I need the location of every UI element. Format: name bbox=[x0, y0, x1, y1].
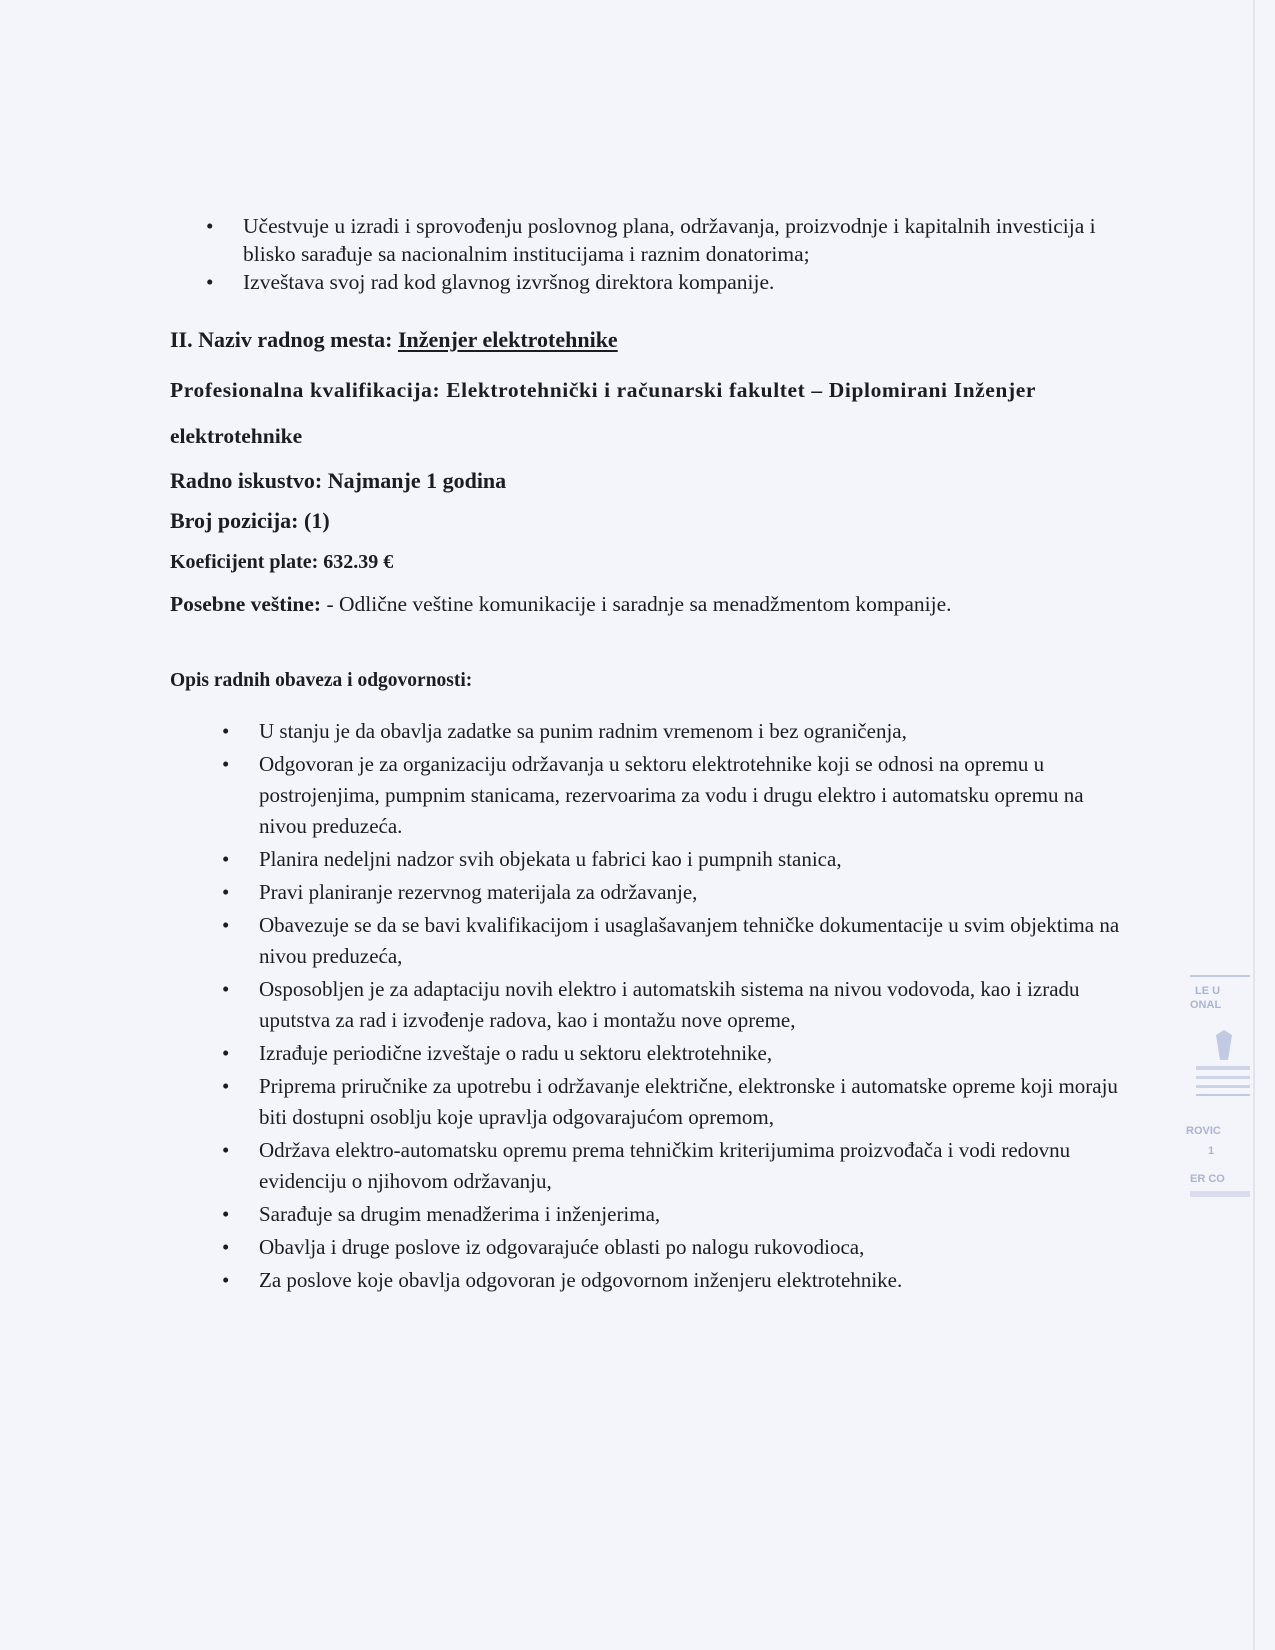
position-title-line bbox=[170, 327, 618, 353]
duty-text: Za poslove koje obavlja odgovoran je odgovornom inženjeru elektrotehnike. bbox=[259, 1268, 903, 1292]
duty-text: U stanju je da obavlja zadatke sa punim radnim vremenom i bez ograničenja, bbox=[259, 719, 907, 743]
duty-text: Osposobljen je za adaptaciju novih elektro i automatskih sistema na nivou vodovoda, kao i izradu uputstva za rad i izvođenje radova, kao i montažu nove opreme, bbox=[259, 977, 1080, 1032]
duties-list bbox=[216, 716, 1136, 1298]
position-title-label: II. Naziv radnog mesta: bbox=[170, 327, 398, 352]
stamp-text: ONAL bbox=[1190, 999, 1222, 1011]
list-item bbox=[216, 877, 1136, 908]
bullet-icon: • bbox=[222, 977, 230, 1001]
experience-line: Radno iskustvo: Najmanje 1 godina bbox=[170, 468, 507, 493]
list-item bbox=[200, 212, 1100, 268]
list-item bbox=[216, 716, 1136, 747]
stamp-fragment bbox=[1186, 975, 1255, 1220]
bullet-icon: • bbox=[222, 880, 230, 904]
top-bullet-list bbox=[200, 212, 1100, 296]
qualification-label: Profesionalna kvalifikacija: bbox=[170, 378, 447, 402]
salary-coefficient-line: Koeficijent plate: 632.39 € bbox=[170, 551, 394, 573]
stamp-line bbox=[1190, 1191, 1250, 1197]
bullet-icon: • bbox=[222, 1235, 230, 1259]
list-item bbox=[200, 268, 1100, 296]
special-skills-value: - Odlične veštine komunikacije i saradnje sa menadžmentom kompanije. bbox=[326, 592, 952, 616]
list-item bbox=[216, 974, 1136, 1036]
list-item bbox=[216, 1199, 1136, 1230]
stamp-text: ROVIC bbox=[1186, 1125, 1221, 1137]
bullet-text: Izveštava svoj rad kod glavnog izvršnog direktora kompanije. bbox=[243, 270, 775, 294]
bullet-icon: • bbox=[206, 214, 214, 238]
bullet-icon: • bbox=[222, 752, 230, 776]
duty-text: Priprema priručnike za upotrebu i održavanje električne, elektronske i automatske opreme koji moraju biti dostupni osoblju koje upravlja odgovarajućom opremom, bbox=[259, 1074, 1118, 1129]
list-item bbox=[216, 844, 1136, 875]
stamp-logo-icon bbox=[1194, 1030, 1252, 1110]
duty-text: Obavlja i druge poslove iz odgovarajuće oblasti po nalogu rukovodioca, bbox=[259, 1235, 865, 1259]
positions-count-line: Broj pozicija: (1) bbox=[170, 508, 330, 533]
special-skills-label: Posebne veštine: bbox=[170, 592, 327, 616]
stamp-text: 1 bbox=[1208, 1145, 1215, 1157]
list-item bbox=[216, 1232, 1136, 1263]
stamp-text: ER CO bbox=[1190, 1173, 1225, 1185]
duty-text: Obavezuje se da se bavi kvalifikacijom i usaglašavanjem tehničke dokumentacije u svim objektima na nivou preduzeća, bbox=[259, 913, 1120, 968]
bullet-icon: • bbox=[222, 1268, 230, 1292]
list-item bbox=[216, 1071, 1136, 1133]
bullet-text: Učestvuje u izradi i sprovođenju poslovnog plana, održavanja, proizvodnje i kapitalnih investicija i blisko sarađuje sa nacionalnim institucijama i raznim donatorima; bbox=[243, 214, 1096, 266]
duties-heading: Opis radnih obaveza i odgovornosti: bbox=[170, 670, 473, 691]
bullet-icon: • bbox=[222, 847, 230, 871]
qualification-value: Elektrotehnički i računarski fakultet – Diplomirani Inženjer bbox=[446, 378, 1037, 402]
bullet-icon: • bbox=[222, 1041, 230, 1065]
bullet-icon: • bbox=[222, 1202, 230, 1226]
duty-text: Sarađuje sa drugim menadžerima i inženjerima, bbox=[259, 1202, 661, 1226]
duty-text: Odgovoran je za organizaciju održavanja u sektoru elektrotehnike koji se odnosi na opremu u postrojenjima, pumpnim stanicama, rezervoarima za vodu i drugu elektro i automatsku opremu na nivou preduzeća. bbox=[259, 752, 1084, 838]
page-edge bbox=[1253, 0, 1255, 1650]
bullet-icon: • bbox=[222, 1074, 230, 1098]
bullet-icon: • bbox=[222, 719, 230, 743]
list-item bbox=[216, 749, 1136, 842]
list-item bbox=[216, 910, 1136, 972]
special-skills-line bbox=[170, 592, 952, 617]
bullet-icon: • bbox=[222, 913, 230, 937]
stamp-text: LE U bbox=[1195, 985, 1221, 997]
bullet-icon: • bbox=[222, 1138, 230, 1162]
qualification-line-continued: elektrotehnike bbox=[170, 424, 303, 448]
list-item bbox=[216, 1135, 1136, 1197]
stamp-line bbox=[1190, 975, 1250, 977]
list-item bbox=[216, 1265, 1136, 1296]
duty-text: Pravi planiranje rezervnog materijala za održavanje, bbox=[259, 880, 698, 904]
qualification-line bbox=[170, 378, 1036, 403]
position-title-value: Inženjer elektrotehnike bbox=[397, 327, 618, 352]
list-item bbox=[216, 1038, 1136, 1069]
duty-text: Planira nedeljni nadzor svih objekata u fabrici kao i pumpnih stanica, bbox=[259, 847, 842, 871]
bullet-icon: • bbox=[206, 270, 214, 294]
duty-text: Izrađuje periodične izveštaje o radu u sektoru elektrotehnike, bbox=[259, 1041, 773, 1065]
duty-text: Održava elektro-automatsku opremu prema tehničkim kriterijumima proizvođača i vodi redovnu evidenciju o njihovom održavanju, bbox=[259, 1138, 1071, 1193]
